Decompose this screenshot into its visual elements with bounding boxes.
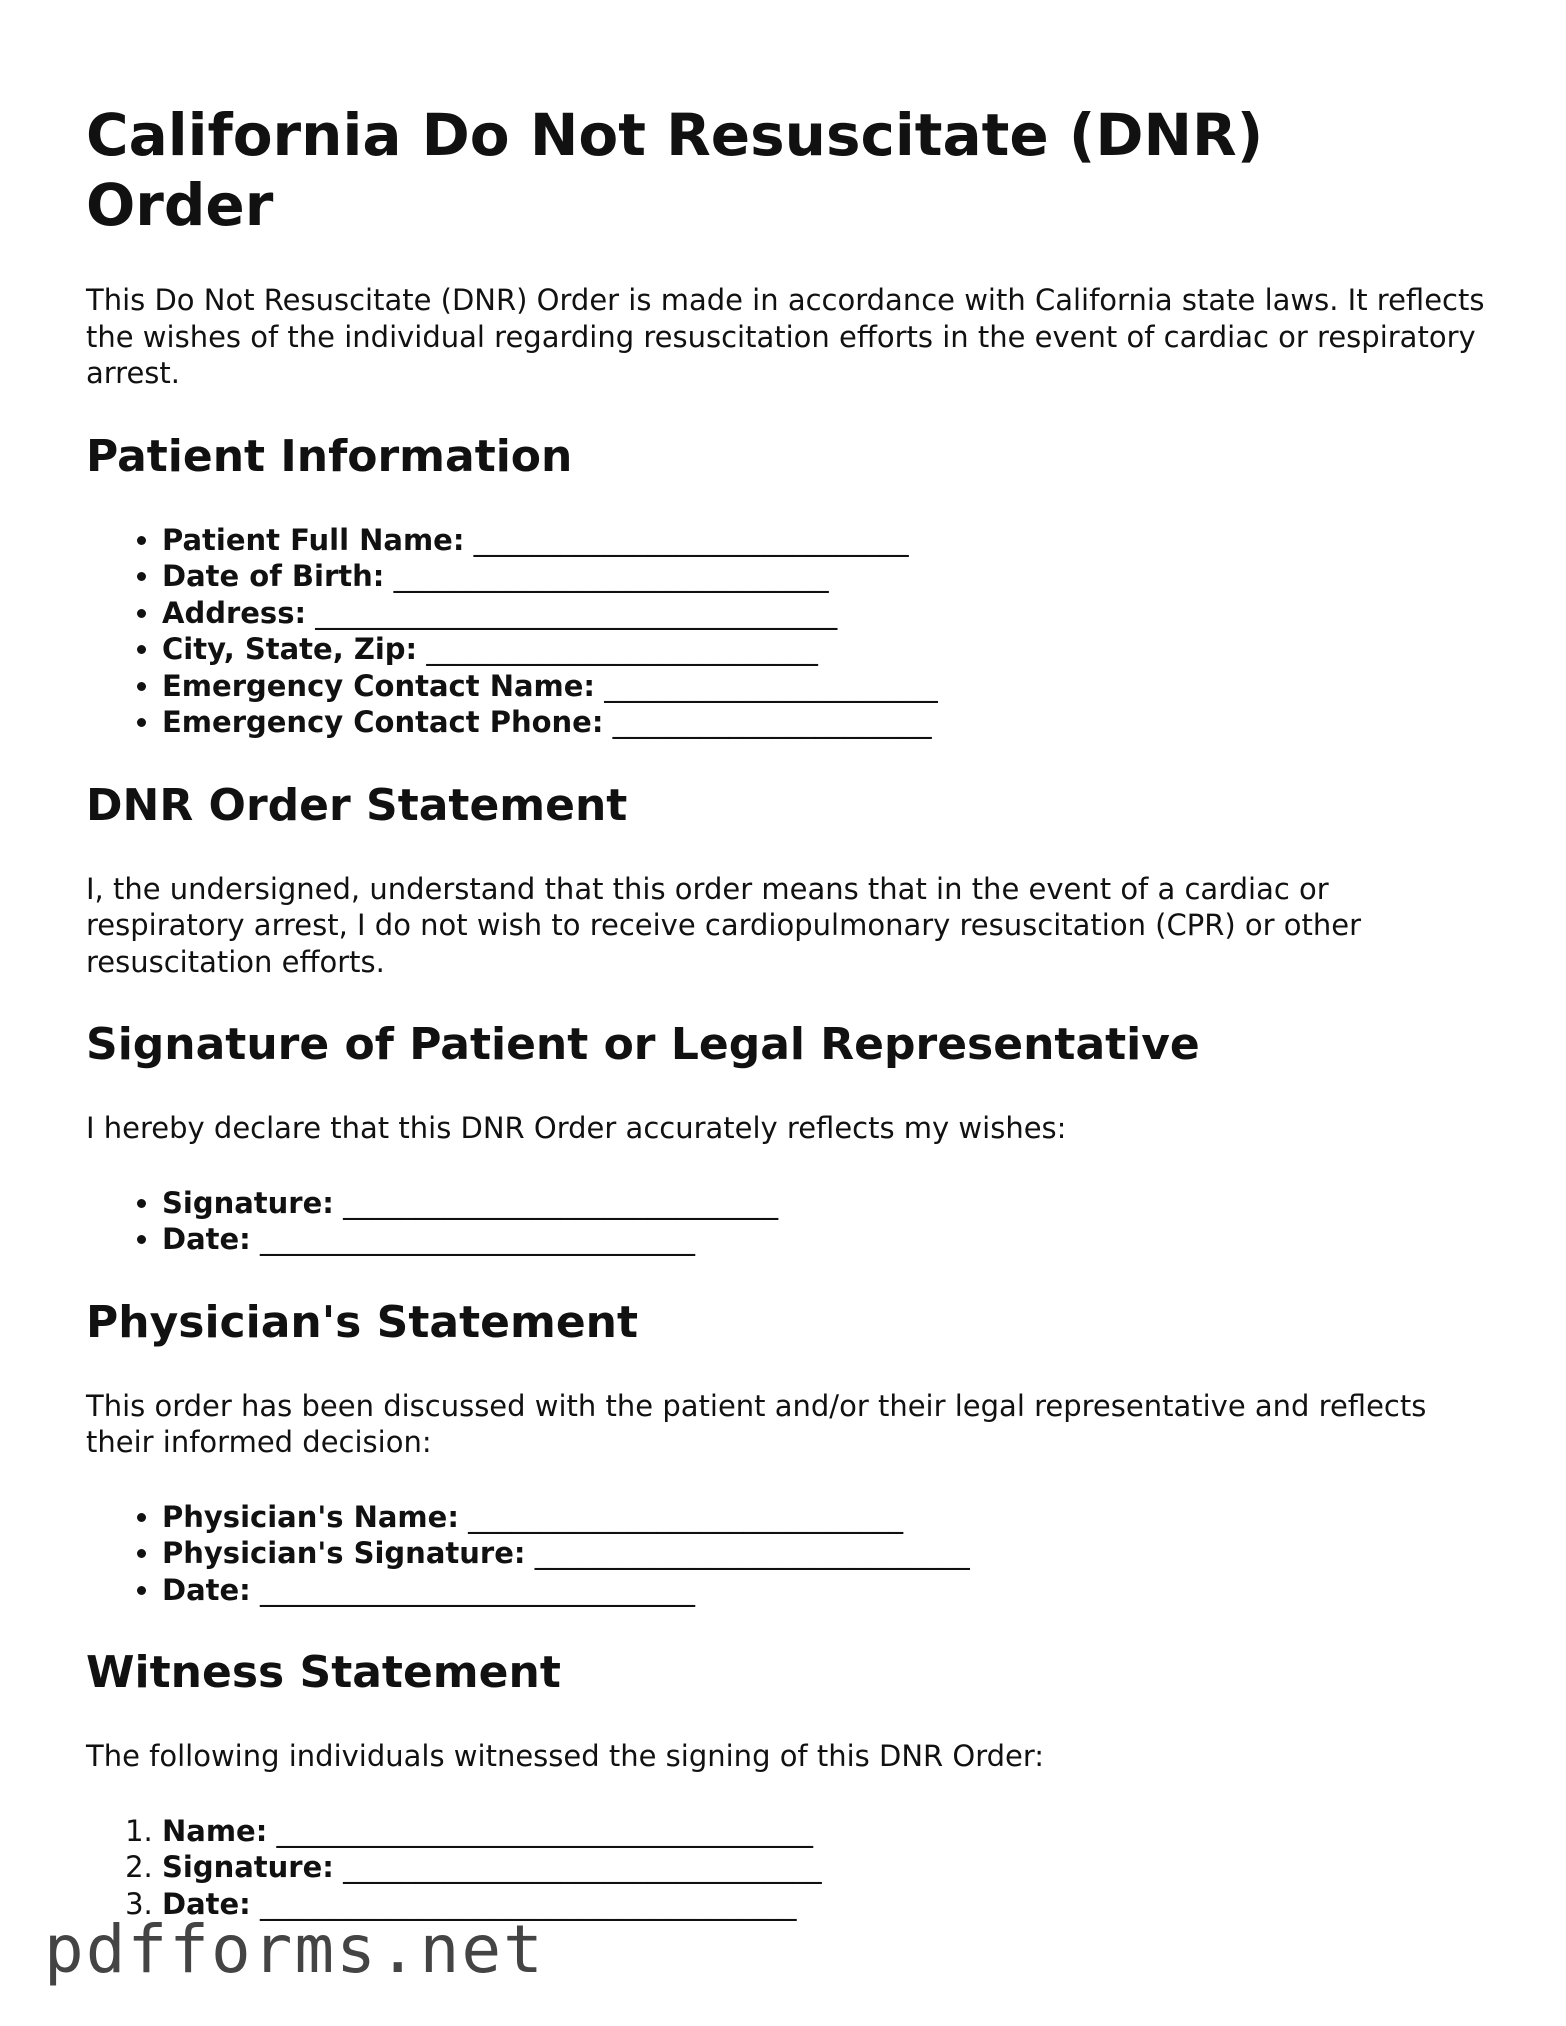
- list-item: [162, 1849, 1486, 1886]
- witness-heading: Witness Statement: [86, 1647, 561, 1698]
- field-label: Address:: [162, 595, 307, 630]
- witness-text: The following individuals witnessed the signing of this DNR Order:: [86, 1739, 1045, 1773]
- watermark: pdfforms.net: [44, 1911, 545, 1988]
- list-item: [162, 1572, 1486, 1609]
- address-blank[interactable]: ____________________________________: [315, 595, 838, 630]
- patient-date-blank[interactable]: ______________________________: [260, 1222, 695, 1256]
- list-item: [162, 631, 1486, 668]
- field-label: Date:: [162, 1222, 251, 1256]
- field-label: Date:: [162, 1572, 251, 1607]
- patient-name-blank[interactable]: ______________________________: [473, 522, 909, 557]
- list-item: [162, 522, 1486, 559]
- patient-info-list: [86, 522, 1486, 741]
- field-label: Physician's Signature:: [162, 1536, 526, 1570]
- witness-date-blank[interactable]: _____________________________________: [260, 1886, 797, 1921]
- field-label: Emergency Contact Name:: [162, 668, 596, 703]
- physician-list: [86, 1499, 1486, 1609]
- list-item: [162, 558, 1486, 595]
- list-item: [162, 1813, 1486, 1850]
- list-item: [162, 1535, 1486, 1572]
- emergency-contact-name-blank[interactable]: _______________________: [604, 668, 938, 703]
- field-label: Date of Birth:: [162, 559, 385, 593]
- dnr-statement-text: I, the undersigned, understand that this order means that in the event of a cardiac or respiratory arrest, I do not wish to receive cardiopulmonary resuscitation (CPR) or other resuscitation efforts.: [86, 871, 1362, 979]
- list-item: [162, 668, 1486, 705]
- field-label: Patient Full Name:: [162, 522, 465, 557]
- list-item: [162, 704, 1486, 741]
- list-item: [162, 1185, 1486, 1222]
- physician-date-blank[interactable]: ______________________________: [260, 1572, 695, 1607]
- field-label: Signature:: [162, 1850, 334, 1884]
- physician-signature-blank[interactable]: ______________________________: [534, 1536, 970, 1570]
- witness-list: [86, 1813, 1486, 1923]
- physician-text: This order has been discussed with the patient and/or their legal representative and reflects their informed decision:: [86, 1388, 1427, 1459]
- dnr-statement-heading: DNR Order Statement: [86, 779, 628, 831]
- page-title: California Do Not Resuscitate (DNR) Order: [86, 101, 1264, 239]
- patient-signature-list: [86, 1185, 1486, 1258]
- document-page: [86, 100, 1486, 1960]
- physician-heading: Physician's Statement: [86, 1296, 639, 1348]
- patient-signature-heading: Signature of Patient or Legal Representative: [86, 1019, 1200, 1070]
- physician-name-blank[interactable]: ______________________________: [468, 1499, 904, 1534]
- patient-info-heading: Patient Information: [86, 430, 573, 482]
- field-label: Physician's Name:: [162, 1499, 459, 1534]
- date-of-birth-blank[interactable]: ______________________________: [393, 559, 829, 593]
- list-item: [162, 1499, 1486, 1536]
- list-item: [162, 1221, 1486, 1258]
- witness-signature-blank[interactable]: _________________________________: [343, 1850, 822, 1884]
- list-item: [162, 595, 1486, 632]
- field-label: Emergency Contact Phone:: [162, 705, 604, 739]
- field-label: Signature:: [162, 1185, 334, 1220]
- witness-name-blank[interactable]: _____________________________________: [276, 1813, 814, 1848]
- emergency-contact-phone-blank[interactable]: ______________________: [612, 705, 932, 739]
- intro-paragraph: This Do Not Resuscitate (DNR) Order is made in accordance with California state laws. It reflects the wishes of the individual regarding resuscitation efforts in the event of cardiac or respiratory arrest.: [86, 283, 1485, 390]
- city-state-zip-blank[interactable]: ___________________________: [426, 632, 818, 666]
- patient-signature-blank[interactable]: ______________________________: [343, 1185, 779, 1220]
- patient-signature-text: I hereby declare that this DNR Order accurately reflects my wishes:: [86, 1111, 1067, 1145]
- field-label: City, State, Zip:: [162, 632, 418, 666]
- field-label: Name:: [162, 1813, 268, 1848]
- field-label: Date:: [162, 1886, 251, 1921]
